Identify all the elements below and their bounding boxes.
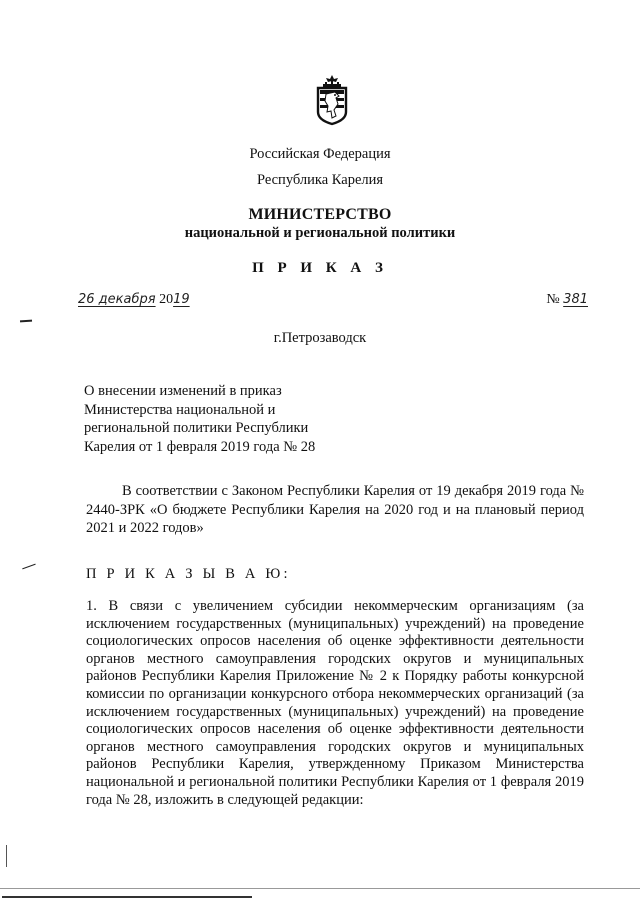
scan-edge-line bbox=[0, 888, 640, 889]
paragraph-1: 1. В связи с увеличением субсидии некоммерческим организациям (за исключением государственных (муниципальных) учреждений) на проведение социологических опросов населения об оценке эффективности деятельности органов местного самоуправления городских округов и муниципальных районов Республики Карелия Приложение № 2 к Порядку работы конкурсной комиссии по организации конкурсного отбора некоммерческих организаций (за исключением государственных (муниципальных) учреждений) на проведение социологических опросов населения об оценке эффективности деятельности органов местного самоуправления городских округов и муниципальных районов Республики Карелия, утвержденному Приказом Министерства национальной и региональной политики Республики Карелия от 1 февраля 2019 года № 28, изложить в следующей редакции: bbox=[86, 598, 584, 808]
city-line: г.Петрозаводск bbox=[273, 330, 367, 346]
scan-edge-line bbox=[2, 896, 252, 898]
republic-line: Республика Карелия bbox=[256, 172, 384, 188]
country-line: Российская Федерация bbox=[249, 146, 391, 162]
scan-mark bbox=[20, 320, 32, 322]
subject-line: региональной политики Республики bbox=[84, 420, 309, 436]
ministry-title: МИНИСТЕРСТВО bbox=[248, 206, 392, 223]
ministry-subtitle: национальной и региональной политики bbox=[184, 225, 456, 241]
subject-line: Министерства национальной и bbox=[84, 401, 276, 418]
scan-mark bbox=[6, 845, 7, 867]
number-value: 381 bbox=[563, 292, 588, 307]
scan-mark bbox=[22, 564, 36, 570]
order-directive-word: П Р И К А З Ы В А Ю: bbox=[86, 566, 291, 582]
order-subject bbox=[84, 382, 354, 456]
date-year-suffix: 19 bbox=[173, 292, 190, 307]
number-label: № bbox=[546, 292, 560, 307]
date-day-month: 26 декабря bbox=[78, 292, 156, 307]
legal-basis-paragraph: В соответствии с Законом Республики Карелия от 19 декабря 2019 года № 2440-ЗРК «О бюджете Республики Карелия на 2020 год и на плановый период 2021 и 2022 годов» bbox=[86, 483, 584, 536]
order-number bbox=[546, 292, 588, 308]
document-type: П Р И К А З bbox=[252, 260, 388, 276]
order-date bbox=[78, 292, 190, 308]
subject-line: О внесении изменений в приказ bbox=[84, 383, 282, 399]
subject-line: Карелия от 1 февраля 2019 года № 28 bbox=[84, 438, 316, 455]
karelia-coat-of-arms-icon bbox=[315, 74, 349, 126]
date-year-prefix: 20 bbox=[159, 292, 174, 307]
